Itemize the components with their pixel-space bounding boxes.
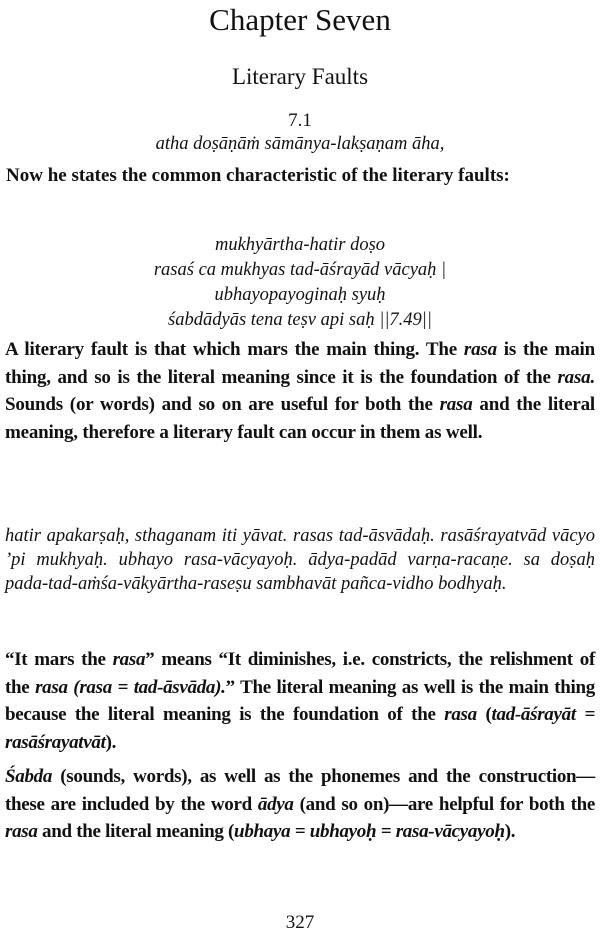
translation-paragraph-1 — [5, 336, 595, 446]
intro-translation: Now he states the common characteristic of the literary faults: — [6, 165, 510, 186]
verse-line: mukhyārtha-hatir doṣo — [214, 235, 386, 255]
italic-term: rasa — [5, 821, 38, 842]
text-segment: “It mars the — [5, 649, 113, 670]
text-segment: ” means “It diminishes, i.e. constricts, the relishment of the — [5, 649, 595, 698]
italic-term: rasa — [463, 339, 497, 360]
italic-term: tad-āśrayāt = rasāśrayatvāt — [5, 704, 595, 753]
text-segment: and the literal meaning ( — [37, 821, 235, 842]
commentary-paragraph: hatir apakarṣaḥ, sthaganam iti yāvat. rasas tad-āsvādaḥ. rasāśrayatvād vācyo ’pi mukhyaḥ. ubhayo rasa-vācyayoḥ. ādya-padād varṇa-racaṇe. sa doṣaḥ pada-tad-aṁśa-vākyārtha-raseṣu sambhavāt pañca-vidho bodhyaḥ. — [5, 526, 595, 594]
translation-paragraph-3 — [5, 763, 595, 846]
verse-block — [0, 233, 600, 333]
italic-term: ādya — [257, 793, 294, 815]
text-segment: (and so on)—are helpful for both the — [293, 793, 595, 815]
text-segment: A literary fault is that which mars the main thing. The — [5, 339, 464, 360]
italic-term: ubhaya = ubhayoḥ = rasa-vācyayoḥ — [234, 821, 505, 842]
italic-term: rasa (rasa = tad-āsvāda). — [35, 676, 226, 698]
italic-term: rasa — [112, 649, 146, 670]
text-segment: is the main thing, and so is the literal meaning since it is the foundation of the — [5, 339, 595, 388]
verse-line: śabdādyās tena teṣv api saḥ ||7.49|| — [168, 310, 432, 330]
italic-term: rasa — [444, 704, 477, 725]
text-segment: ” The literal meaning as well is the main thing because the literal meaning is the foundation of the — [5, 676, 595, 725]
text-segment: ). — [504, 821, 516, 842]
chapter-title: Chapter Seven — [209, 2, 391, 37]
italic-term: Śabda — [5, 766, 53, 787]
text-segment: (sounds, words), as well as the phonemes and the construction—these are included by the word — [5, 766, 595, 815]
italic-term: rasa. — [557, 366, 595, 388]
italic-term: rasa — [439, 394, 473, 415]
verse-line: rasaś ca mukhyas tad-āśrayād vācyaḥ | — [153, 260, 447, 280]
page-number: 327 — [285, 912, 315, 933]
verse-line: ubhayopayoginaḥ syuḥ — [214, 285, 386, 305]
text-segment: Sounds (or words) and so on are useful for both the — [5, 394, 440, 415]
translation-paragraph-2 — [5, 646, 595, 756]
text-segment: ). — [105, 731, 117, 753]
verse-number: 7.1 — [288, 110, 312, 131]
verse-intro-line: atha doṣāṇāṁ sāmānya-lakṣaṇam āha, — [155, 134, 445, 154]
text-segment: ( — [476, 704, 492, 725]
section-title: Literary Faults — [231, 64, 369, 89]
text-segment: and the literal meaning, therefore a literary fault can occur in them as well. — [5, 394, 596, 443]
